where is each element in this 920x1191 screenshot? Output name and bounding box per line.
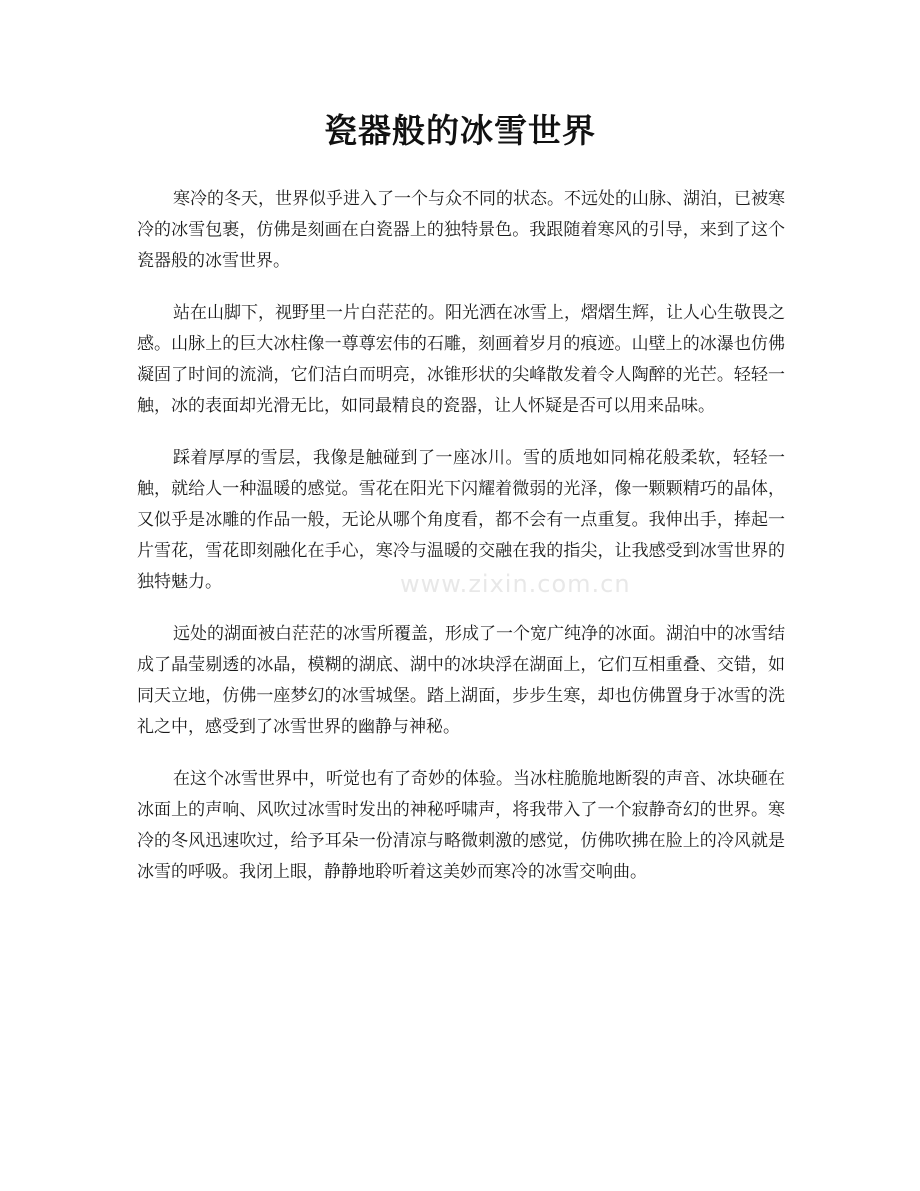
document-body	[137, 184, 785, 909]
page-title: 瓷器般的冰雪世界	[324, 111, 596, 150]
watermark: www.zixin.com.cn	[400, 570, 631, 598]
paragraph-4: 远处的湖面被白茫茫的冰雪所覆盖，形成了一个宽广纯净的冰面。湖泊中的冰雪结成了晶莹剔透的冰晶，模糊的湖底、湖中的冰块浮在湖面上，它们互相重叠、交错，如同天立地，仿佛一座梦幻的冰雪城堡。踏上湖面，步步生寒，却也仿佛置身于冰雪的洗礼之中，感受到了冰雪世界的幽静与神秘。	[137, 624, 785, 737]
paragraph-1: 寒冷的冬天，世界似乎进入了一个与众不同的状态。不远处的山脉、湖泊，已被寒冷的冰雪包裹，仿佛是刻画在白瓷器上的独特景色。我跟随着寒风的引导，来到了这个瓷器般的冰雪世界。	[137, 189, 785, 271]
paragraph-3: 踩着厚厚的雪层，我像是触碰到了一座冰川。雪的质地如同棉花般柔软，轻轻一触，就给人一种温暖的感觉。雪花在阳光下闪耀着微弱的光泽，像一颗颗精巧的晶体，又似乎是冰雕的作品一般，无论从哪个角度看，都不会有一点重复。我伸出手，捧起一片雪花，雪花即刻融化在手心，寒冷与温暖的交融在我的指尖，让我感受到冰雪世界的独特魅力。	[137, 448, 785, 592]
paragraph-2: 站在山脚下，视野里一片白茫茫的。阳光洒在冰雪上，熠熠生辉，让人心生敬畏之感。山脉上的巨大冰柱像一尊尊宏伟的石雕，刻画着岁月的痕迹。山壁上的冰瀑也仿佛凝固了时间的流淌，它们洁白而明亮，冰锥形状的尖峰散发着令人陶醉的光芒。轻轻一触，冰的表面却光滑无比，如同最精良的瓷器，让人怀疑是否可以用来品味。	[137, 303, 785, 416]
paragraph-5: 在这个冰雪世界中，听觉也有了奇妙的体验。当冰柱脆脆地断裂的声音、冰块砸在冰面上的声响、风吹过冰雪时发出的神秘呼啸声，将我带入了一个寂静奇幻的世界。寒冷的冬风迅速吹过，给予耳朵一份清凉与略微刺激的感觉，仿佛吹拂在脸上的冷风就是冰雪的呼吸。我闭上眼，静静地聆听着这美妙而寒冷的冰雪交响曲。	[137, 769, 785, 882]
